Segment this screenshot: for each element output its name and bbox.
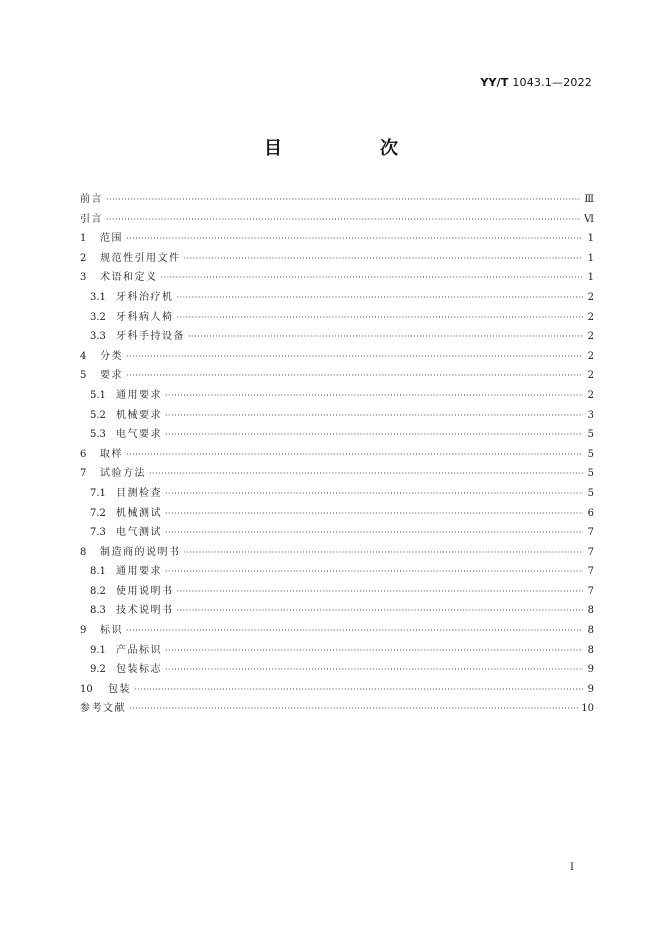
toc-entry-page: 8 [587,644,594,656]
toc-entry-label: 牙科手持设备 [116,331,185,343]
standard-prefix: YY/T [480,76,509,89]
toc-entry[interactable] [80,680,594,700]
toc-entry[interactable] [80,425,594,445]
toc-entry-page: 7 [587,527,594,539]
toc-leader-dots [165,660,583,680]
toc-entry[interactable] [80,621,594,641]
toc-entry[interactable] [80,582,594,602]
toc-entry-page: 5 [587,429,594,441]
toc-entry[interactable] [80,464,594,484]
toc-entry[interactable] [80,249,594,269]
toc-entry[interactable] [80,523,594,543]
toc-entry-page: 5 [587,448,594,460]
toc-leader-dots [161,268,584,288]
toc-leader-dots [188,327,583,347]
toc-leader-dots [165,386,583,406]
toc-leader-dots [184,543,584,563]
toc-entry-page: 2 [587,291,594,303]
toc-entry-label: 包装标志 [116,664,162,676]
toc-entry-page: 1 [587,252,594,264]
toc-entry-number: 6 [80,448,87,460]
toc-entry-label: 机械要求 [116,409,162,421]
toc-leader-dots [165,406,583,426]
toc-entry[interactable] [80,660,594,680]
toc-entry-label: 范围 [100,233,123,245]
toc-entry-label: 电气要求 [116,429,162,441]
toc-entry[interactable] [80,308,594,328]
toc-entry-number: 8.1 [90,566,106,578]
toc-entry[interactable] [80,210,594,230]
toc-leader-dots [126,229,583,249]
toc-entry[interactable] [80,229,594,249]
toc-entry-label: 取样 [100,448,123,460]
toc-entry-label: 通用要求 [116,389,162,401]
toc-entry-number: 7 [80,468,87,480]
standard-code [480,76,592,89]
toc-leader-dots [126,445,583,465]
toc-entry[interactable] [80,386,594,406]
toc-entry-label: 技术说明书 [116,605,174,617]
toc-leader-dots [165,562,583,582]
toc-entry[interactable] [80,347,594,367]
toc-entry-page: 1 [587,233,594,245]
toc-entry-label: 包装 [108,683,131,695]
toc-entry-label: 术语和定义 [100,272,158,284]
toc-entry-page: 1 [587,272,594,284]
toc-entry-page: 7 [587,566,594,578]
toc-entry-page: 5 [587,468,594,480]
toc-entry-page: 2 [587,389,594,401]
toc-entry-page: 2 [587,350,594,362]
toc-leader-dots [177,308,584,328]
toc-entry-page: 2 [587,370,594,382]
toc-entry-label: 要求 [100,370,123,382]
toc-entry-page: Ⅵ [583,213,594,225]
toc-entry-page: 3 [587,409,594,421]
toc-entry-number: 4 [80,350,87,362]
toc-leader-dots [165,641,583,661]
toc-entry-number: 3.1 [90,291,106,303]
toc-entry-page: 9 [587,683,594,695]
footer-page-number: I [570,862,574,873]
toc-leader-dots [129,699,578,719]
toc-entry[interactable] [80,288,594,308]
toc-entry[interactable] [80,366,594,386]
table-of-contents [80,190,594,719]
toc-entry-page: 6 [587,507,594,519]
toc-entry-number: 1 [80,233,87,245]
standard-number: 1043.1—2022 [512,76,592,89]
toc-entry-label: 试验方法 [100,468,146,480]
toc-entry-number: 9.2 [90,664,106,676]
toc-entry-number: 3.2 [90,311,106,323]
toc-entry-number: 8.2 [90,585,106,597]
toc-leader-dots [149,464,583,484]
toc-entry-label: 规范性引用文件 [100,252,181,264]
toc-entry-page: 8 [587,605,594,617]
toc-leader-dots [106,210,581,230]
toc-entry-label: 使用说明书 [116,585,174,597]
toc-entry-number: 7.1 [90,487,106,499]
toc-entry-label: 通用要求 [116,566,162,578]
toc-entry-number: 9.1 [90,644,106,656]
page-title: 目 次 [264,138,438,159]
toc-entry-label: 产品标识 [116,644,162,656]
toc-entry[interactable] [80,190,594,210]
toc-leader-dots [165,504,583,524]
toc-entry-number: 8.3 [90,605,106,617]
toc-entry-page: 5 [587,487,594,499]
toc-entry-label: 制造商的说明书 [100,546,181,558]
toc-leader-dots [134,680,583,700]
toc-entry-page: 7 [587,546,594,558]
toc-entry-label: 机械测试 [116,507,162,519]
toc-entry[interactable] [80,484,594,504]
toc-entry[interactable] [80,327,594,347]
toc-leader-dots [126,347,583,367]
toc-entry-number: 7.3 [90,527,106,539]
toc-leader-dots [177,582,584,602]
toc-leader-dots [106,190,581,210]
toc-entry[interactable] [80,543,594,563]
toc-entry[interactable] [80,445,594,465]
toc-entry-label: 标识 [100,625,123,637]
toc-entry[interactable] [80,601,594,621]
toc-entry-page: 2 [587,331,594,343]
toc-entry[interactable] [80,406,594,426]
toc-entry[interactable] [80,562,594,582]
toc-leader-dots [165,425,583,445]
toc-entry-label: 前言 [80,194,103,205]
toc-entry-label: 参考文献 [80,703,126,715]
toc-leader-dots [126,621,583,641]
toc-entry-number: 9 [80,625,87,637]
toc-entry-label: 分类 [100,350,123,362]
toc-entry-page: 9 [587,664,594,676]
toc-leader-dots [165,484,583,504]
toc-entry[interactable] [80,504,594,524]
toc-entry-number: 2 [80,252,87,264]
toc-entry-page: 2 [587,311,594,323]
toc-entry-number: 5.1 [90,389,106,401]
toc-entry-page: 7 [587,585,594,597]
toc-entry-number: 8 [80,546,87,558]
toc-leader-dots [126,366,583,386]
toc-entry-label: 牙科治疗机 [116,291,174,303]
toc-entry-page: Ⅲ [584,194,594,205]
toc-entry-number: 3 [80,272,87,284]
toc-leader-dots [184,249,584,269]
toc-leader-dots [165,523,583,543]
toc-entry-number: 3.3 [90,331,106,343]
toc-leader-dots [177,288,584,308]
toc-entry-number: 5.3 [90,429,106,441]
toc-entry[interactable] [80,641,594,661]
toc-entry-page: 10 [581,703,594,715]
toc-entry[interactable] [80,268,594,288]
toc-entry-label: 电气测试 [116,527,162,539]
toc-entry-label: 引言 [80,213,103,225]
toc-entry-label: 牙科病人椅 [116,311,174,323]
toc-entry[interactable] [80,699,594,719]
toc-entry-label: 目测检查 [116,487,162,499]
toc-entry-number: 7.2 [90,507,106,519]
toc-entry-number: 5.2 [90,409,106,421]
toc-entry-number: 10 [80,683,93,695]
toc-entry-number: 5 [80,370,87,382]
toc-entry-page: 8 [587,625,594,637]
toc-leader-dots [177,601,584,621]
